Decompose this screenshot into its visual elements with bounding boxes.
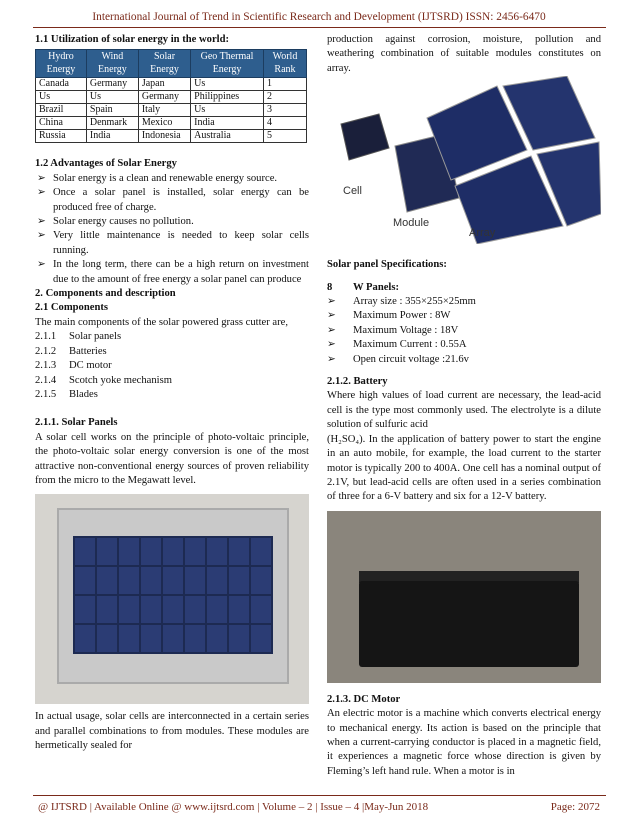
footer-rule — [33, 795, 606, 796]
list-item: ➢ Solar energy causes no pollution. — [35, 215, 309, 229]
list-item: ➢ Once a solar panel is installed, solar energy can be produced free of charge. — [37, 187, 309, 213]
cell-label: Cell — [343, 185, 362, 198]
table-cell: India — [191, 117, 264, 130]
battery-photo — [327, 511, 601, 683]
table-cell: China — [36, 117, 87, 130]
list-item: 2.1.2 Batteries — [35, 345, 107, 357]
table-cell: 5 — [263, 130, 306, 143]
left-column — [35, 33, 309, 754]
arrow-bullet-icon: ➢ — [37, 172, 46, 184]
table-header-cell: Hydro Energy — [36, 50, 87, 78]
table-cell: Australia — [191, 130, 264, 143]
spec-heading: 8 W Panels: — [327, 281, 400, 293]
table-cell: Russia — [36, 130, 87, 143]
list-item: ➢ Open circuit voltage :21.6v — [327, 353, 601, 367]
list-item: ➢ Maximum Voltage : 18V — [327, 324, 601, 338]
table-cell: Mexico — [138, 117, 190, 130]
paragraph: The main components of the solar powered grass cutter are, — [35, 316, 288, 328]
module-label: Module — [393, 217, 430, 230]
paragraph: production against corrosion, moisture, pollution and weathering combination of suitable modules constitutes on array. — [327, 34, 601, 74]
table-title: 1.1 Utilization of solar energy in the world: — [35, 34, 230, 45]
table-cell: Germany — [138, 91, 190, 104]
section-title: Solar panel Specifications: — [327, 259, 447, 271]
panel-cells — [73, 536, 273, 654]
arrow-bullet-icon: ➢ — [327, 324, 336, 336]
section-title: 2.1.1. Solar Panels — [35, 417, 118, 429]
table-row — [36, 130, 307, 143]
paragraph: Where high values of load current are necessary, the lead-acid cell is the type most commonly used. The electrolyte is a dilute solution of sulfuric acid — [327, 390, 601, 431]
components-list — [35, 330, 309, 402]
arrow-bullet-icon: ➢ — [37, 230, 46, 242]
arrow-bullet-icon: ➢ — [327, 310, 336, 322]
table-cell: Indonesia — [138, 130, 190, 143]
table-header-cell: Wind Energy — [86, 50, 138, 78]
panel-frame — [57, 508, 289, 684]
table-cell: 2 — [263, 91, 306, 104]
table-cell: Canada — [36, 78, 87, 91]
list-item: ➢ Solar energy is a clean and renewable energy source. — [35, 172, 309, 186]
list-item: ➢ In the long term, there can be a high return on investment due to the amount of free energy a solar panel can produce — [37, 259, 309, 285]
table-cell: Philippines — [191, 91, 264, 104]
table-cell: Denmark — [86, 117, 138, 130]
table-cell: Germany — [86, 78, 138, 91]
table-row — [36, 104, 307, 117]
table-cell: Brazil — [36, 104, 87, 117]
section-title: 1.2 Advantages of Solar Energy — [35, 158, 177, 170]
paragraph: In actual usage, solar cells are interconnected in a certain series and parallel combinations to from modules. These modules are hermetically sealed for — [35, 711, 309, 752]
table-cell: Us — [36, 91, 87, 104]
page-number: Page: 2072 — [550, 801, 600, 813]
footer-text: @ IJTSRD | Available Online @ www.ijtsrd.com | Volume – 2 | Issue – 4 |May-Jun 2018 — [38, 801, 429, 813]
table-cell: Italy — [138, 104, 190, 117]
list-item: ➢ Maximum Current : 0.55A — [327, 338, 601, 352]
table-cell: 3 — [263, 104, 306, 117]
list-item: 2.1.1 Solar panels — [35, 331, 122, 343]
table-cell: 1 — [263, 78, 306, 91]
list-item: ➢ Array size : 355×255×25mm — [327, 295, 601, 309]
journal-footer — [38, 800, 600, 815]
arrow-bullet-icon: ➢ — [327, 339, 336, 351]
list-item: 2.1.5 Blades — [35, 388, 98, 400]
cell-module-array-figure — [327, 76, 601, 244]
list-item: 2.1.3 DC motor — [35, 360, 112, 372]
journal-header: International Journal of Trend in Scientific Research and Development (IJTSRD) ISSN: 2456-6470 — [92, 11, 546, 23]
table-cell: Spain — [86, 104, 138, 117]
energy-ranking-table — [35, 49, 307, 143]
spec-list — [327, 295, 601, 367]
table-cell: Japan — [138, 78, 190, 91]
table-cell: Us — [191, 104, 264, 117]
section-title: 2.1 Components — [35, 302, 108, 314]
section-title: 2.1.2. Battery — [327, 376, 388, 388]
arrow-bullet-icon: ➢ — [327, 296, 336, 308]
cell-module-array-diagram — [327, 76, 601, 244]
paragraph: A solar cell works on the principle of photo-voltaic principle, the photo-voltaic solar energy conversion is one of the most attractive non-conventional energy sources of proven reliability from the micro to the Megawatt level. — [35, 431, 309, 486]
table-row — [36, 117, 307, 130]
header-rule — [33, 27, 606, 28]
paragraph: An electric motor is a machine which converts electrical energy to mechanical energy. Its action is based on the principle that when a current-carrying conductor is placed in a magnetic field, it experiences a magnetic force whose direction is given by Fleming’s left hand rule. When a motor is in — [327, 708, 601, 777]
table-cell: 4 — [263, 117, 306, 130]
table-row — [36, 91, 307, 104]
table-header-cell: Solar Energy — [138, 50, 190, 78]
arrow-bullet-icon: ➢ — [37, 259, 46, 271]
table-cell: Us — [191, 78, 264, 91]
table-cell: Us — [86, 91, 138, 104]
battery-body — [359, 581, 579, 667]
section-title: 2. Components and description — [35, 288, 176, 300]
arrow-bullet-icon: ➢ — [327, 353, 336, 365]
list-item: ➢ Maximum Power : 8W — [327, 309, 601, 323]
paragraph: (H₂SO₄). In the application of battery power to start the engine in an auto mobile, for example, the load current to the starter motor is typically 200 to 400A. One cell has a nominal output of 2.1V, but lead-acid cells are often used in a series combination of three for a 6-V battery and six for a 12-V battery. — [327, 433, 601, 503]
solar-panel-photo — [35, 494, 309, 704]
table-cell: India — [86, 130, 138, 143]
advantages-list — [35, 172, 309, 287]
table-row — [36, 78, 307, 91]
list-item: ➢ Very little maintenance is needed to keep solar cells running. — [37, 230, 309, 256]
table-header-cell: World Rank — [263, 50, 306, 78]
section-title: 2.1.3. DC Motor — [327, 693, 401, 705]
right-column — [327, 33, 601, 779]
table-header-row — [36, 50, 307, 78]
table-header-cell: Geo Thermal Energy — [191, 50, 264, 78]
arrow-bullet-icon: ➢ — [37, 187, 46, 199]
list-item: 2.1.4 Scotch yoke mechanism — [35, 374, 172, 386]
array-label: Array — [469, 227, 496, 240]
cell-shape — [341, 114, 389, 160]
arrow-bullet-icon: ➢ — [37, 216, 46, 228]
